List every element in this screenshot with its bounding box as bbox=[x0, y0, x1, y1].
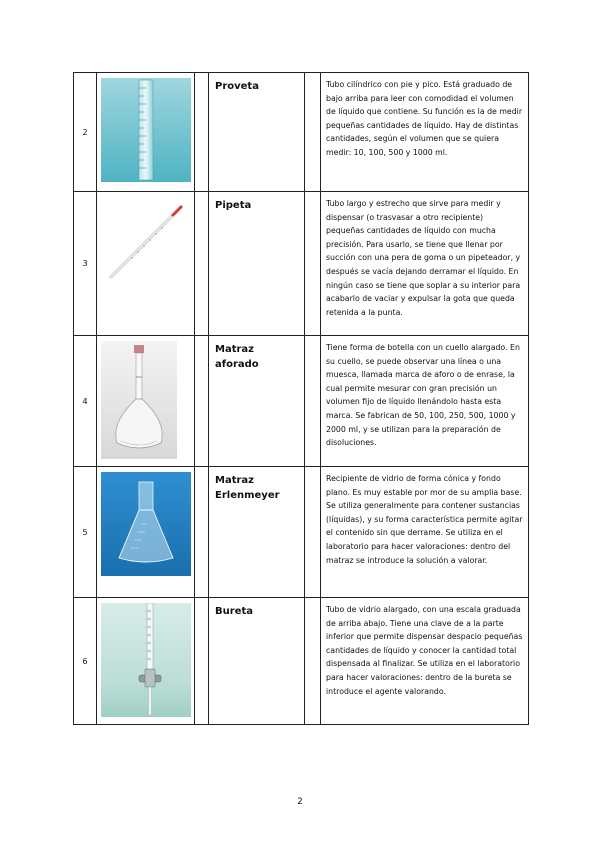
table-row bbox=[74, 467, 529, 598]
page-number: 2 bbox=[297, 797, 303, 807]
row-image-cell bbox=[97, 192, 195, 336]
table-row bbox=[74, 192, 529, 336]
row-number: 6 bbox=[74, 598, 97, 725]
instrument-name: Pipeta bbox=[209, 192, 305, 336]
instrument-description: Tubo largo y estrecho que sirve para medir y dispensar (o trasvasar a otro recipiente) pequeñas cantidades de líquido con mucha precisión. Para usarlo, se tiene que llenar por succión con una pera de goma o un pipeteador, y después se vacía dejando derramar el líquido. En ningún caso se tiene que soplar a su interior para acabarlo de vaciar y expulsar la gota que queda retenida a la punta. bbox=[321, 192, 529, 336]
instrument-description: Tiene forma de botella con un cuello alargado. En su cuello, se puede observar una línea o una muesca, llamada marca de aforo o de enrase, la cual permite mesurar con gran precisión un volumen fijo de líquido llenándolo hasta esta marca. Se fabrican de 50, 100, 250, 500, 1000 y 2000 ml, y se utilizan para la preparación de disoluciones. bbox=[321, 336, 529, 467]
row-number: 3 bbox=[74, 192, 97, 336]
instrument-description: Tubo de vidrio alargado, con una escala graduada de arriba abajo. Tiene una clave de a la parte inferior que permite dispensar despacio pequeñas cantidades de líquido y conocer la cantidad total dispensada al finalizar. Se utiliza en el laboratorio para hacer valoraciones: dentro de la bureta se introduce el agente valorando. bbox=[321, 598, 529, 725]
lab-equipment-table bbox=[73, 72, 529, 725]
burette-image bbox=[101, 603, 191, 717]
instrument-name: Proveta bbox=[209, 73, 305, 192]
row-image-cell bbox=[97, 336, 195, 467]
pipette-image bbox=[101, 197, 191, 289]
instrument-name: Matraz Erlenmeyer bbox=[209, 467, 305, 598]
volumetric-flask-image bbox=[101, 341, 177, 459]
row-image-cell bbox=[97, 467, 195, 598]
row-number: 4 bbox=[74, 336, 97, 467]
instrument-description: Recipiente de vidrio de forma cónica y fondo plano. Es muy estable por mor de su amplia base. Se utiliza generalmente para contener sustancias (líquidas), y su forma característica permite agitar el contenido sin que derrame. Se utiliza en el laboratorio para hacer valoraciones: dentro del matraz se introduce la solución a valorar. bbox=[321, 467, 529, 598]
row-image-cell bbox=[97, 598, 195, 725]
row-image-cell bbox=[97, 73, 195, 192]
table-row bbox=[74, 336, 529, 467]
row-number: 5 bbox=[74, 467, 97, 598]
table-row bbox=[74, 73, 529, 192]
instrument-description: Tubo cilíndrico con pie y pico. Está graduado de bajo arriba para leer con comodidad el volumen de líquido que contiene. Su función es la de medir pequeñas cantidades de líquido. Hay de distintas cantidades, según el volumen que se quiera medir: 10, 100, 500 y 1000 ml. bbox=[321, 73, 529, 192]
graduated-cylinder-image bbox=[101, 78, 191, 182]
table-row bbox=[74, 598, 529, 725]
row-number: 2 bbox=[74, 73, 97, 192]
instrument-name: Matraz aforado bbox=[209, 336, 305, 467]
instrument-name: Bureta bbox=[209, 598, 305, 725]
erlenmeyer-flask-image bbox=[101, 472, 191, 576]
